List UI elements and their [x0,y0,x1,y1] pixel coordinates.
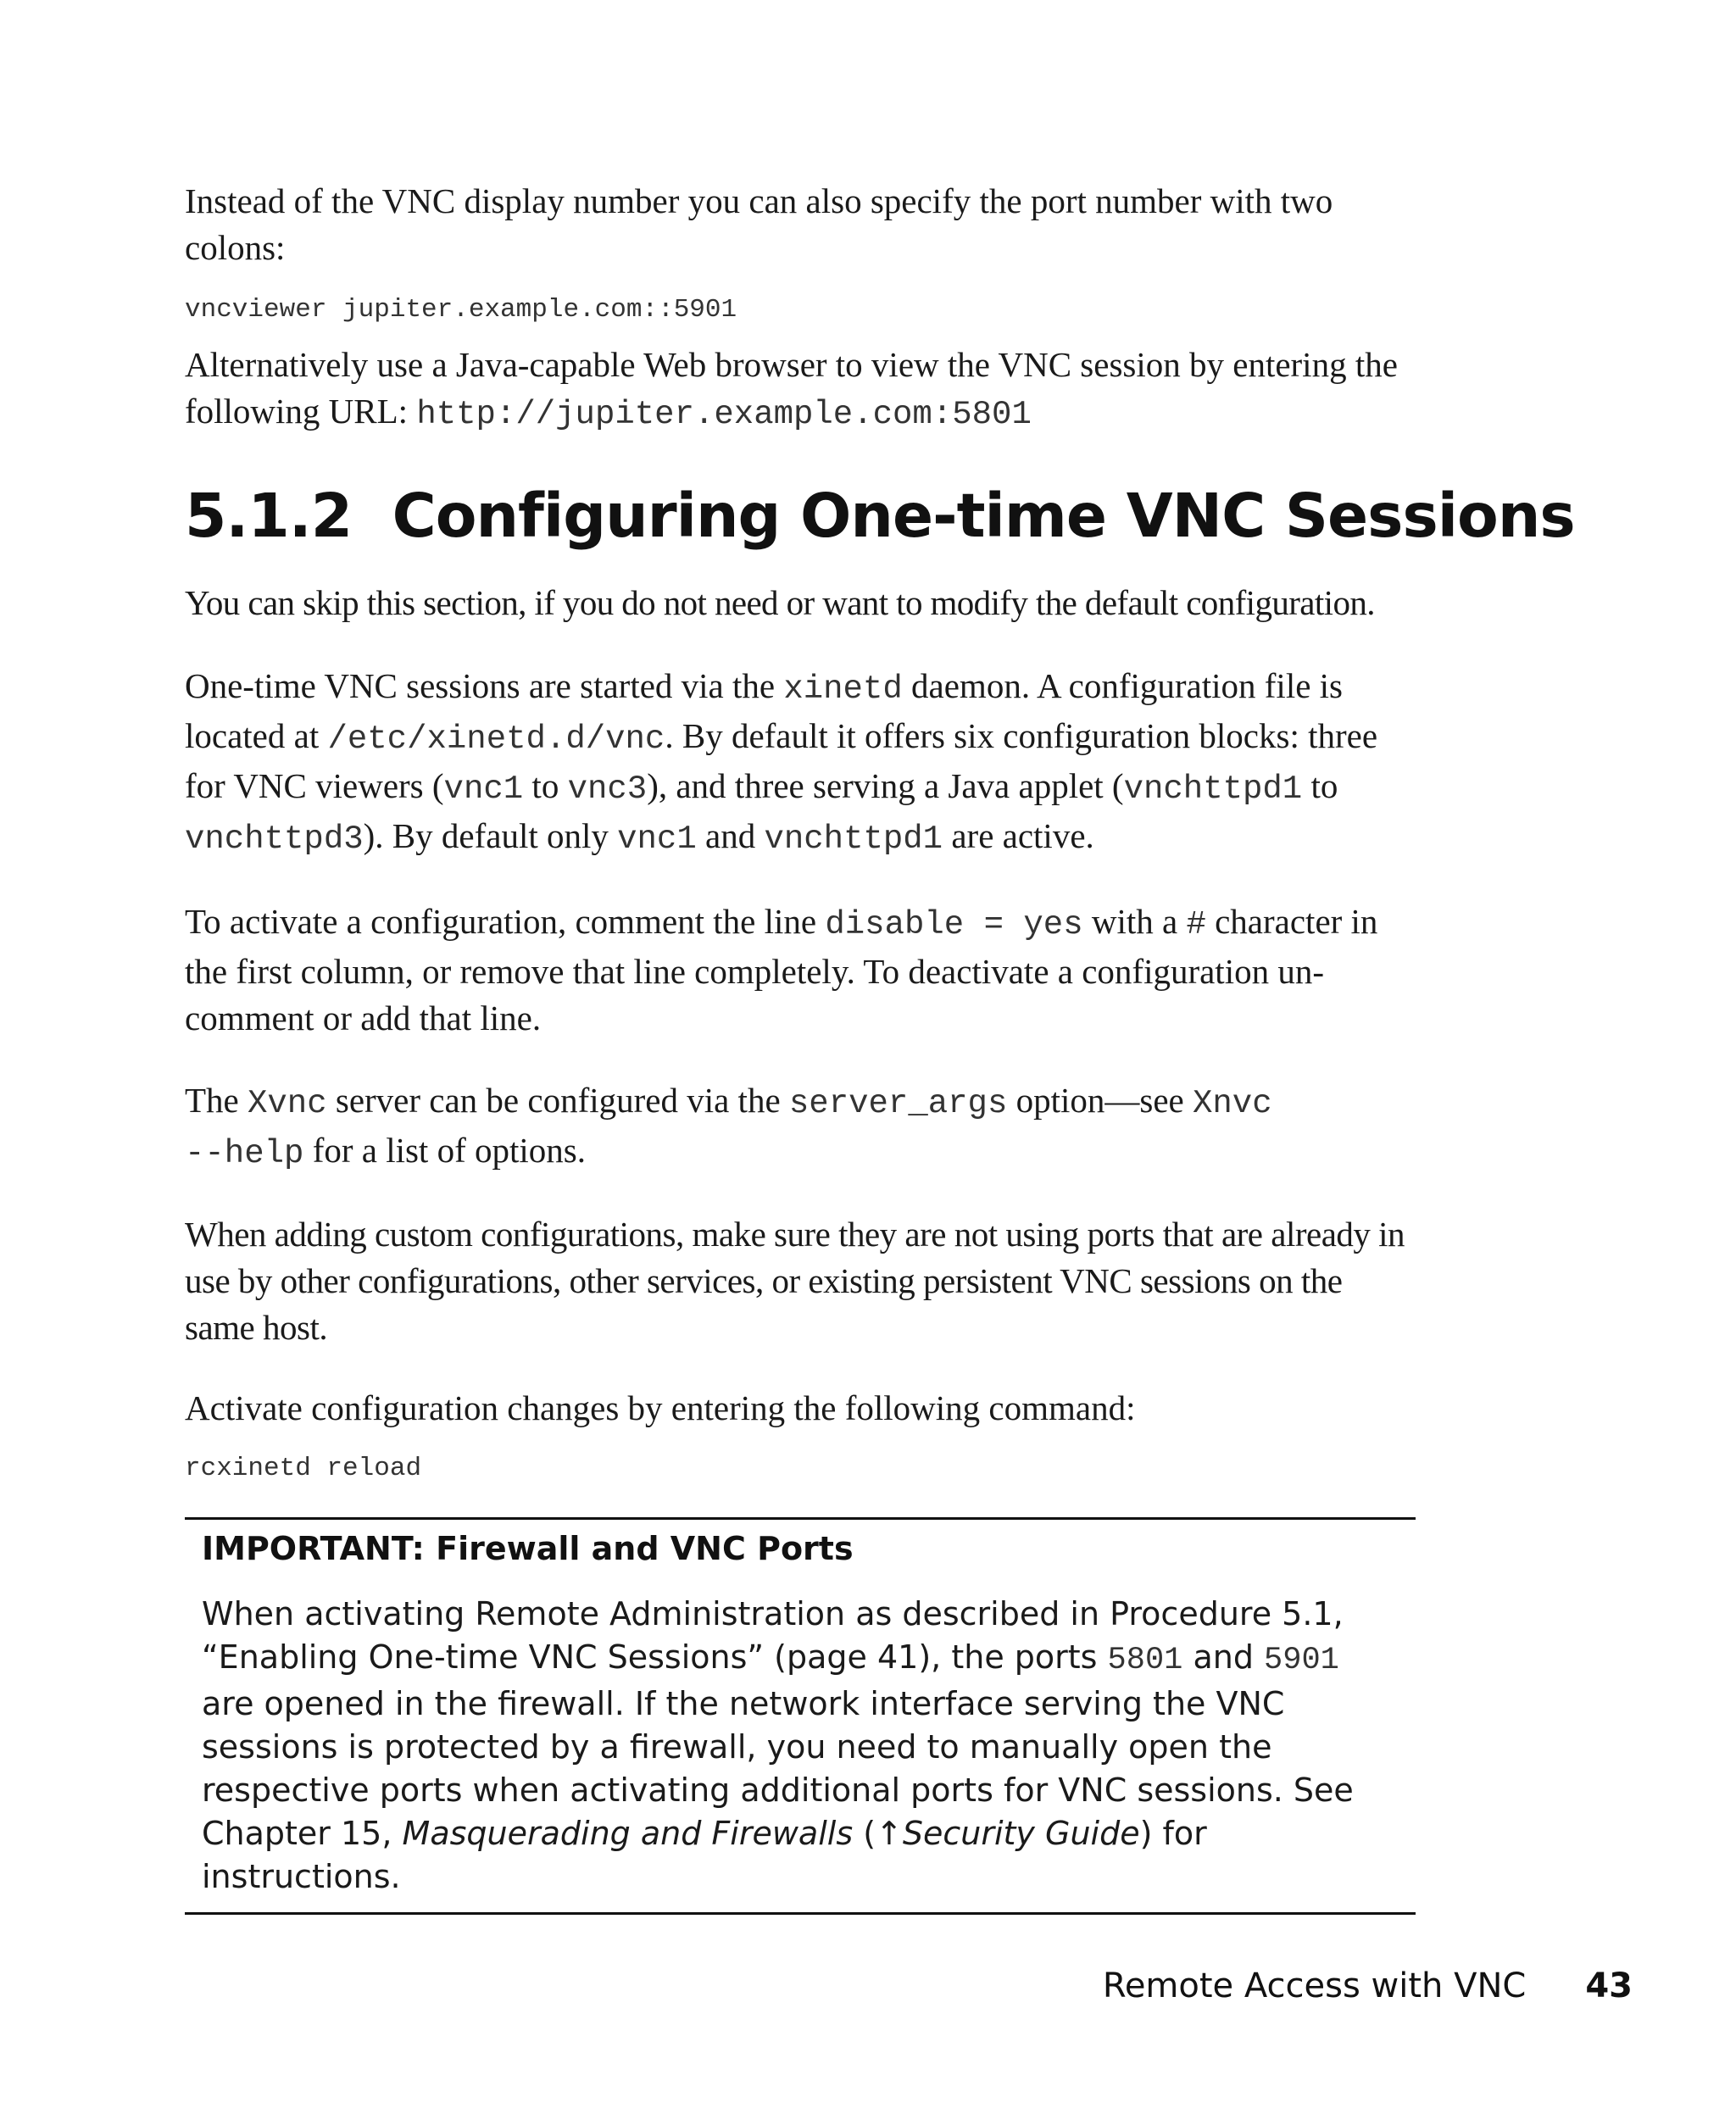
paragraph-activate-config: To activate a configuration, comment the line disable = yes with a # character in the first column, or remove that line completely. To deactivate a configuration un-comment or add that line. [185,902,1378,1037]
page-body [185,178,1575,1483]
footer-title: Remote Access with VNC [1102,1966,1527,2005]
chapter-title: Masquerading and Firewalls [402,1815,854,1852]
code-vncviewer: vncviewer jupiter.example.com::5901 [185,295,737,325]
code-hash: # [1186,906,1206,943]
paragraph-xinetd: One-time VNC sessions are started via the xinetd daemon. A configuration file is located at /etc/xinetd.d/vnc. By default it offers six configuration blocks: three for VNC viewers (vnc1 to vnc3), and three serving a Java applet (vnchttpd1 to vnchttpd3). By default only vnc1 and vnchttpd1 are active. [185,666,1378,858]
code-xnvc-help: Xnvc --help [185,1085,1272,1172]
guide-title: Security Guide [902,1815,1140,1852]
paragraph-java-browser: Alternatively use a Java-capable Web browser to view the VNC session by entering the following URL: http://jupiter.example.com:5801 [185,345,1398,433]
code-config-path: /etc/xinetd.d/vnc [327,720,665,758]
section-heading: 5.1.2 Configuring One-time VNC Sessions [185,481,1575,551]
paragraph-xvnc-server: The Xvnc server can be configured via the server_args option—see Xnvc --help for a list of options. [185,1081,1272,1172]
paragraph-port-number: Instead of the VNC display number you can also specify the port number with two colons: [185,181,1333,267]
code-xinetd: xinetd [783,670,903,708]
url-code: http://jupiter.example.com:5801 [416,396,1032,433]
code-port-5901: 5901 [1264,1643,1339,1678]
code-vnc3: vnc3 [567,770,648,808]
paragraph-skip-section: You can skip this section, if you do not need or want to modify the default configuration. [185,583,1375,622]
important-text: When activating Remote Administration as described in Procedure 5.1, “Enabling One-time VNC Sessions” (page 41), the ports 5801 and 5901 are opened in the firewall. If the network interface serving the VNC sessions is protected by a firewall, you need to manually open the respective ports when activating additional ports for VNC sessions. See Chapter 15, Masquerading and Firewalls (↑Security Guide) for instructions. [202,1595,1354,1895]
code-vnchttpd1: vnchttpd1 [1123,770,1303,808]
code-xvnc: Xvnc [248,1085,327,1122]
code-vnchttpd3: vnchttpd3 [185,820,364,858]
code-disable-yes: disable = yes [825,906,1083,943]
paragraph-custom-configs: When adding custom configurations, make sure they are not using ports that are already in use by other configurations, other services, or existing persistent VNC sessions on the same host. [185,1215,1405,1347]
important-title: IMPORTANT: Firewall and VNC Ports [202,1530,854,1567]
page-footer [1103,1966,1633,2005]
code-vnchttpd1-active: vnchttpd1 [764,820,943,858]
code-rcxinetd: rcxinetd reload [185,1454,422,1483]
code-port-5801: 5801 [1107,1643,1183,1678]
code-vnc1-active: vnc1 [617,820,697,858]
page-number: 43 [1585,1966,1633,2005]
code-vnc1: vnc1 [443,770,524,808]
code-server-args: server_args [788,1085,1008,1122]
important-box [185,1517,1416,1915]
paragraph-activate-changes: Activate configuration changes by entering the following command: [185,1388,1136,1427]
